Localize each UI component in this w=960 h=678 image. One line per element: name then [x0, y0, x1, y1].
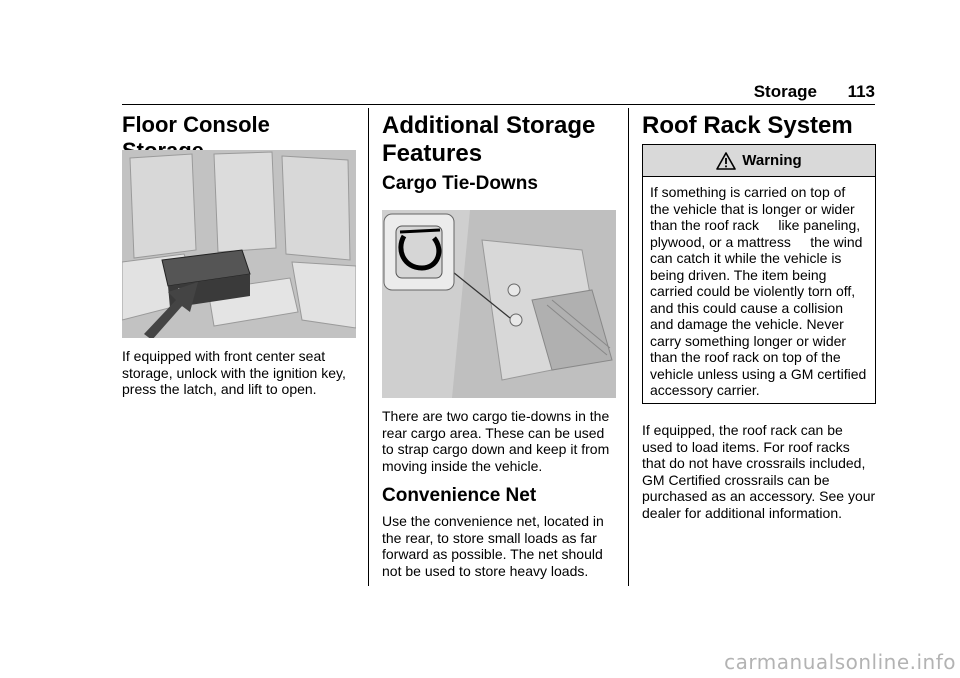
subsection-title-convenience-net: Convenience Net	[382, 485, 537, 506]
page-header	[122, 82, 875, 105]
section-title-line-1: Additional Storage	[382, 112, 596, 139]
section-title-additional-storage	[382, 112, 616, 168]
seat-console-illustration	[122, 150, 356, 338]
roof-rack-text: If equipped, the roof rack can be used to load items. For roof racks that do not have crossrails included, GM Certified crossrails can be purchased as an accessory. See your dealer for additional information.	[642, 422, 876, 521]
column-additional-storage	[382, 108, 616, 579]
column-roof-rack	[642, 108, 876, 521]
warning-icon	[716, 152, 736, 170]
warning-header	[643, 145, 875, 177]
header-section-title: Storage	[753, 82, 817, 101]
page-number: 113	[847, 82, 875, 101]
watermark: carmanualsonline.info	[724, 650, 956, 674]
cargo-area-drawing	[382, 210, 616, 398]
warning-body	[643, 177, 875, 399]
section-title-roof-rack: Roof Rack System	[642, 112, 853, 139]
warning-text: If something is carried on top of the vehicle that is longer or wider than the roof rack like paneling, plywood, or a mattress the wind can catch it while the vehicle is being driven. The item being carried could be violently torn off, and this could cause a collision and damage the vehicle. Never carry something longer or wider than the roof rack on top of the vehicle unless using a GM certified accessory carrier.	[650, 184, 871, 398]
column-divider	[628, 108, 629, 586]
subsection-title-cargo-tie-downs: Cargo Tie-Downs	[382, 173, 538, 194]
section-title-line-2: Features	[382, 140, 483, 167]
cargo-tie-down-illustration	[382, 210, 616, 398]
column-divider	[368, 108, 369, 586]
section-title-floor-console: Floor Console	[122, 112, 270, 137]
warning-label: Warning	[742, 152, 802, 169]
column-floor-console	[122, 108, 356, 397]
warning-box	[642, 144, 876, 404]
seat-console-drawing	[122, 150, 356, 338]
convenience-net-text: Use the convenience net, located in the rear, to store small loads as far forward as possible. The net should not be used to store heavy loads.	[382, 513, 604, 579]
cargo-tie-downs-text: There are two cargo tie-downs in the rear cargo area. These can be used to strap cargo down and keep it from moving inside the vehicle.	[382, 408, 610, 474]
floor-console-text: If equipped with front center seat storage, unlock with the ignition key, press the latch, and lift to open.	[122, 348, 346, 397]
